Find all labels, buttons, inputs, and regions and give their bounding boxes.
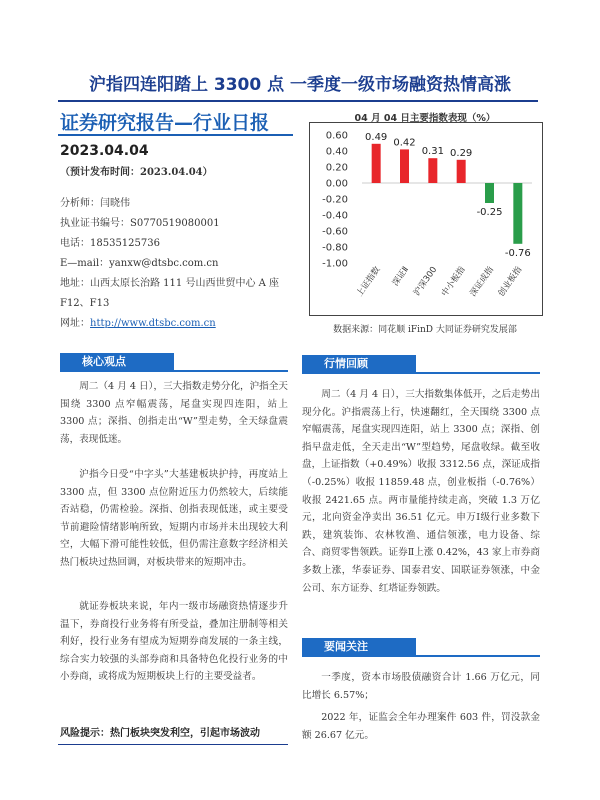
title-divider (58, 100, 538, 102)
data-label: -0.76 (504, 247, 531, 259)
market-review-divider (302, 372, 540, 374)
bar (428, 158, 437, 183)
data-label: 0.49 (365, 131, 388, 143)
data-label: 0.31 (421, 146, 444, 158)
market-review-paragraph: 周二（4 月 4 日），三大指数集体低开，之后走势出现分化。沪指震荡上行，快速翻红，全天围绕 3300 点窄幅震荡，尾盘实现四连阳，站上 3300 点；深指、创指早盘走低，全天走出“W”型趋势，尾盘收绿。截至收盘，上证指数（+0.49%）收报 3312.56 点，深证成指（-0.25%）收报 11859.48 点，创业板指（-0.76%）收报 2421.65 点。两市量能持续走高，突破 1.3 万亿元，北向资金净卖出 36.51 亿元。申万Ⅰ级行业多数下跌，建筑装饰、农林牧渔、通信领涨，电力设备、综合、商贸零售领跌。证券Ⅱ上涨 0.42%，43 家上市券商多数上涨，华泰证券、国泰君安、国联证券领涨，中金公司、东方证券、红塔证券领跌。 (302, 389, 540, 594)
y-tick-label: 0.00 (325, 178, 348, 190)
y-tick-label: 0.40 (325, 146, 348, 158)
bar (372, 144, 381, 183)
core-view-paragraph-3: 就证券板块来说，年内一级市场融资热情逐步升温下，券商投行业务将有所受益，叠加注册制等相关利好，投行业务有望成为短期券商发展的一条主线，综合实力较强的头部券商和具备特色化投行业务的中小券商，或将成为短期板块上行的主要受益者。 (60, 601, 288, 683)
data-label: 0.42 (393, 137, 416, 149)
analyst-email[interactable]: E—mail：yanxw@dtsbc.com.cn (60, 258, 219, 269)
x-tick-label: 创业板指 (496, 264, 525, 299)
x-tick-label: 上证指数 (354, 264, 383, 299)
news-label: 要闻关注 (324, 640, 368, 653)
bar (400, 149, 409, 183)
analyst-name: 分析师：闫晓伟 (60, 198, 130, 209)
y-tick-label: -0.40 (322, 210, 348, 222)
chart-title: 04 月 04 日主要指数表现（%） (354, 113, 496, 124)
report-type-divider (58, 134, 293, 136)
core-view-paragraph-2: 沪指今日受“中字头”大基建板块护持，再度站上 3300 点，但 3300 点位附近压力仍然较大，后续能否站稳，仍需检验。深指、创指表现低迷，或主要受节前避险情绪影响所致，短期内市场并未出现较大利空，大幅下滑可能性较低，但仍需注意数字经济相关热门板块过热回调，对板块带来的短期冲击。 (60, 469, 288, 568)
risk-divider (58, 744, 288, 745)
core-view-paragraph-1: 周二（4 月 4 日），三大指数走势分化，沪指全天围绕 3300 点窄幅震荡，尾盘实现四连阳，站上 3300 点；深指、创指走出“W”型走势，全天绿盘震荡，表现低迷。 (60, 381, 288, 445)
y-tick-label: -0.60 (322, 226, 348, 238)
tab-news (302, 638, 416, 655)
analyst-address-floor: F12、F13 (60, 298, 110, 309)
chart-source: 数据来源：同花顺 iFinD 大同证券研究发展部 (333, 325, 517, 335)
report-type: 证券研究报告—行业日报 (60, 112, 270, 134)
x-tick-label: 中小板指 (439, 264, 468, 299)
tab-market-review (302, 355, 416, 372)
y-tick-label: 0.20 (325, 162, 348, 174)
news-paragraph-1: 一季度，资本市场股债融资合计 1.66 万亿元，同比增长 6.57%； (302, 672, 540, 701)
data-label: -0.25 (476, 207, 503, 218)
market-review-label: 行情回顾 (324, 357, 368, 370)
tab-core-view (60, 353, 174, 370)
report-date: 2023.04.04 (60, 143, 149, 159)
core-view-label: 核心观点 (82, 355, 126, 368)
y-tick-label: 0.60 (325, 130, 348, 142)
x-tick-label: 沪深300 (412, 264, 440, 298)
core-view-divider (60, 370, 288, 372)
y-tick-label: -0.80 (322, 242, 348, 254)
y-tick-label: -0.20 (322, 194, 348, 206)
news-paragraph-2: 2022 年，证监会全年办理案件 603 件，罚没款金额 26.67 亿元。 (302, 712, 540, 741)
website-label: 网址： (60, 318, 90, 329)
publish-date: （预计发布时间：2023.04.04） (60, 167, 213, 178)
website-link[interactable]: http://www.dtsbc.com.cn (90, 318, 216, 329)
x-tick-label: 深证成指 (468, 264, 496, 299)
index-performance-chart (310, 123, 540, 313)
analyst-phone: 电话：18535125736 (60, 238, 160, 249)
bar (457, 160, 466, 183)
news-divider (302, 655, 540, 657)
analyst-website-row (60, 314, 216, 329)
bar (485, 183, 494, 203)
data-label: 0.29 (450, 147, 473, 159)
analyst-address: 地址：山西太原长治路 111 号山西世贸中心 A 座 (60, 278, 280, 289)
report-title: 沪指四连阳踏上 3300 点 一季度一级市场融资热情高涨 (88, 75, 512, 95)
x-tick-label: 深证Ⅱ (390, 264, 411, 289)
analyst-cert: 执业证书编号：S0770519080001 (60, 218, 220, 229)
y-tick-label: -1.00 (322, 258, 348, 270)
bar (513, 183, 522, 244)
risk-warning: 风险提示：热门板块突发利空，引起市场波动 (60, 728, 260, 739)
